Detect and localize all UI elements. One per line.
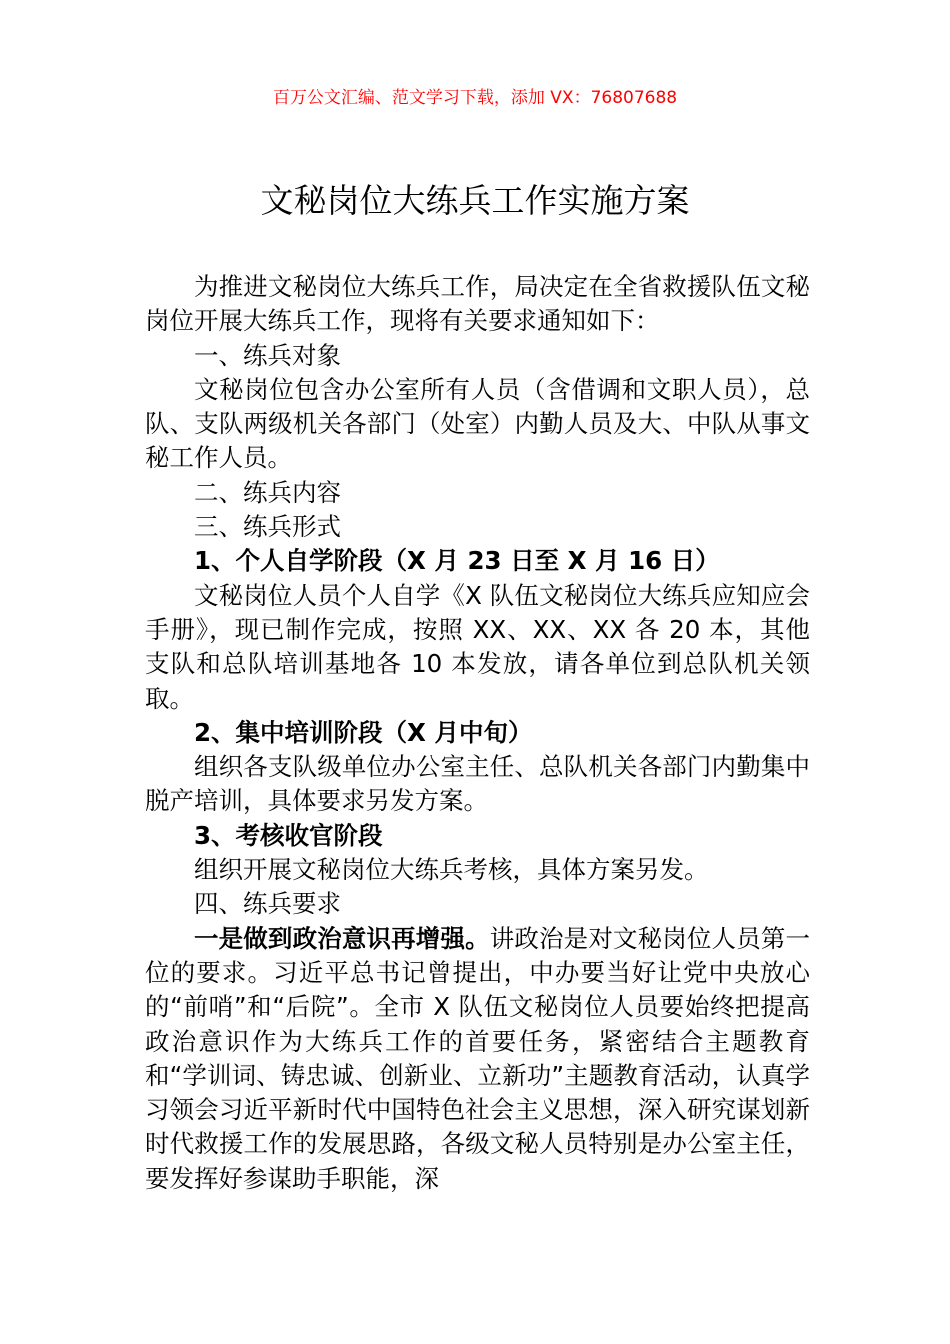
requirement-1-paragraph [145,922,810,1196]
watermark-header: 百万公文汇编、范文学习下载，添加 VX：76807688 [272,88,678,108]
stage-1-text: 文秘岗位人员个人自学《X 队伍文秘岗位大练兵应知应会手册》，现已制作完成，按照 XX、XX、XX 各 20 本，其他支队和总队培训基地各 10 本发放，请各单位到总队机关领取。 [145,580,810,713]
document-body [145,270,810,1196]
section-2-heading: 二、练兵内容 [194,477,341,507]
document-title: 文秘岗位大练兵工作实施方案 [260,181,690,220]
section-1-heading: 一、练兵对象 [194,340,341,370]
stage-3-text: 组织开展文秘岗位大练兵考核，具体方案另发。 [194,855,709,885]
stage-2-heading: 2、集中培训阶段（X 月中旬） [194,717,533,747]
section-3-heading: 三、练兵形式 [194,512,341,542]
section-4-heading: 四、练兵要求 [194,889,341,919]
stage-3-heading: 3、考核收官阶段 [194,820,383,850]
section-1-text: 文秘岗位包含办公室所有人员（含借调和文职人员），总队、支队两级机关各部门（处室）内勤人员及大、中队从事文秘工作人员。 [145,374,810,473]
stage-2-text: 组织各支队级单位办公室主任、总队机关各部门内勤集中脱产培训，具体要求另发方案。 [145,752,810,816]
stage-1-heading: 1、个人自学阶段（X 月 23 日至 X 月 16 日） [194,546,720,576]
requirement-1-text: 讲政治是对文秘岗位人员第一位的要求。习近平总书记曾提出，中办要当好让党中央放心的“前哨”和“后院”。全市 X 队伍文秘岗位人员要始终把提高政治意识作为大练兵工作的首要任务，紧密结合主题教育和“学训词、铸忠诚、创新业、立新功”主题教育活动，认真学习领会习近平新时代中国特色社会主义思想，深入研究谋划新时代救援工作的发展思路，各级文秘人员特别是办公室主任，要发挥好参谋助手职能，深 [145,923,810,1193]
requirement-1-lead: 一是做到政治意识再增强。 [194,923,490,953]
intro-paragraph: 为推进文秘岗位大练兵工作，局决定在全省救援队伍文秘岗位开展大练兵工作，现将有关要求通知如下： [145,272,810,336]
